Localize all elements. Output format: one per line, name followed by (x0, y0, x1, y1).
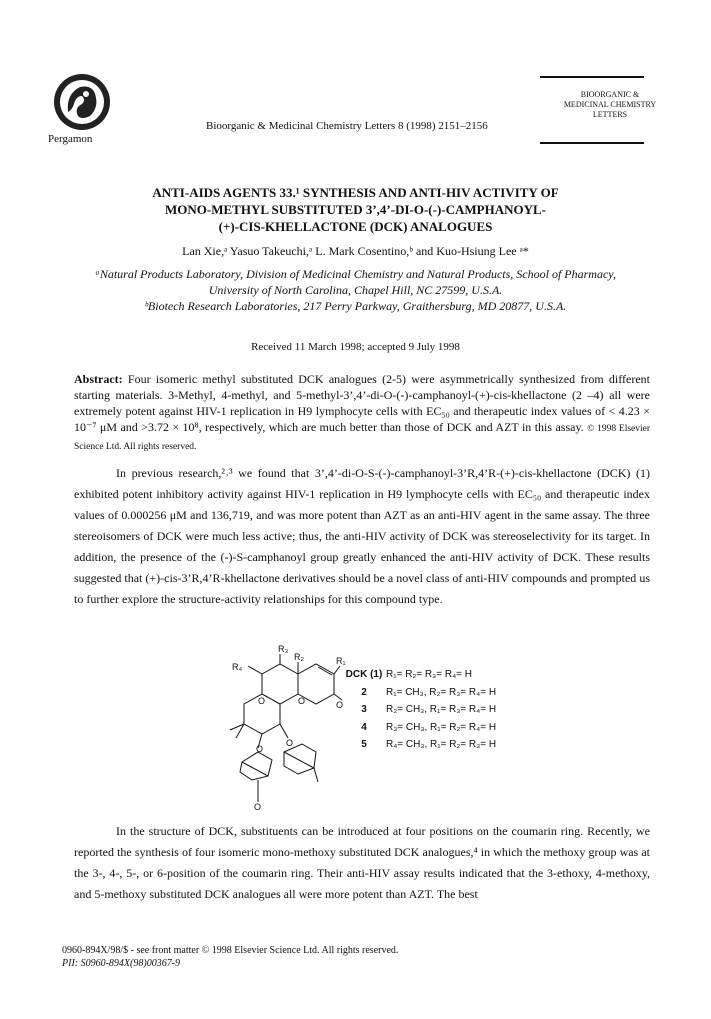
ring-label: R₁ (336, 656, 346, 666)
article-title: ANTI-AIDS AGENTS 33.¹ SYNTHESIS AND ANTI-HIV ACTIVITY OF MONO-METHYL SUBSTITUTED 3’,4’-DI-O-(-)-CAMPHANOYL- (+)-CIS-KHELLACTONE (DCK) ANALOGUES (152, 185, 559, 234)
journal-box: BIOORGANIC & MEDICINAL CHEMISTRY LETTERS (563, 90, 657, 119)
ring-label: R₃ (278, 644, 289, 654)
substituent-row: DCK (1) R₁= R₂= R₃= R₄= H (345, 669, 472, 680)
abstract-copyright: © 1998 Elsevier Science Ltd. All rights reserved. (74, 424, 651, 452)
ring-label: R₄ (232, 662, 243, 672)
ring-label: R₂ (294, 652, 304, 662)
abstract-label: Abstract: (74, 372, 123, 386)
substituent-row: 3 R₂= CH₃, R₁= R₃= R₄= H (361, 704, 497, 715)
ring-label: O (336, 700, 344, 710)
received-date: Received 11 March 1998; accepted 9 July 1998 (251, 341, 460, 353)
header-rule-bottom (540, 142, 644, 144)
affiliations: ᵃNatural Products Laboratory, Division of Medicinal Chemistry and Natural Products, School of Pharmacy, University of North Carolina, Chapel Hill, NC 27599, U.S.A. ᵇBiotech Research Laboratories, 217 Perry Parkway, Graithersburg, MD 20877, U.S.A. (95, 267, 616, 313)
footer-copyright: 0960-894X/98/$ - see front matter © 1998 Elsevier Science Ltd. All rights reserved. (62, 945, 399, 956)
paragraph-1: In previous research,²˒³ we found that 3’,4’-di-O-S-(-)-camphanoyl-3’R,4’R-(+)-cis-khellactone (DCK) (1) exhibited potent inhibitory activity against HIV-1 replication in H9 lymphocyte cells with EC₅₀ and therapeutic index values of 0.000256 μM and 136,719, and was more potent than AZT as an anti-HIV agent in the same assay. The three stereoisomers of DCK were much less active; thus, the anti-HIV activity of DCK was stereoselectivity for its target. In addition, the presence of the (-)-S-camphanoyl group greatly enhanced the anti-HIV activity of DCK. These results suggested that (+)-cis-3’R,4’R-khellactone derivatives should be a novel class of anti-HIV compounds and prompted us to further explore the structure-activity relationships for this compound type. (74, 466, 650, 606)
ring-label: O (256, 744, 264, 754)
ring-label: O (298, 696, 306, 706)
dck-structure-diagram (222, 644, 346, 812)
substituent-row: 4 R₃= CH₃, R₁= R₂= R₄= H (361, 721, 497, 733)
footer (62, 944, 398, 970)
authors: Lan Xie,ᵃ Yasuo Takeuchi,ᵃ L. Mark Cosentino,ᵇ and Kuo-Hsiung Lee ᵃ* (182, 244, 529, 258)
ring-label: O (258, 696, 266, 706)
journal-citation: Bioorganic & Medicinal Chemistry Letters 8 (1998) 2151–2156 (206, 120, 488, 132)
abstract (74, 371, 650, 455)
footer-pii: PII: S0960-894X(98)00367-9 (62, 958, 181, 969)
abstract-text: Four isomeric methyl substituted DCK analogues (2-5) were asymmetrically synthesized from different starting materials. 3-Methyl, 4-methyl, and 5-methyl-3’,4’-di-O-(-)-camphanoyl-(+)-cis-khellactone (2 –4) all were extremely potent against HIV-1 replication in H9 lymphocyte cells with EC₅₀ and therapeutic index values of < 4.23 × 10⁻⁷ μM and >3.72 × 10⁸, respectively, which are much better than those of DCK and AZT in this assay. (74, 372, 651, 434)
paragraph-2: In the structure of DCK, substituents can be introduced at four positions on the coumarin ring. Recently, we reported the synthesis of four isomeric mono-methoxy substituted DCK analogues,⁴ in which the methoxy group was at the 3-, 4-, 5-, or 6-position of the coumarin ring. Their anti-HIV assay results indicated that the 3-ethoxy, 4-methoxy, and 5-methoxy substituted DCK analogues all were more potent than AZT. The best (74, 824, 650, 901)
publisher-logo (52, 72, 112, 132)
ring-label: O (254, 802, 262, 812)
header-rule-top (540, 76, 644, 78)
substituent-row: 5 R₄= CH₃, R₁= R₂= R₃= H (361, 739, 497, 750)
ring-label: O (286, 738, 294, 748)
publisher-name: Pergamon (48, 133, 93, 145)
substituent-row: 2 R₁= CH₃, R₂= R₃= R₄= H (361, 686, 497, 698)
substituent-table (342, 666, 496, 754)
